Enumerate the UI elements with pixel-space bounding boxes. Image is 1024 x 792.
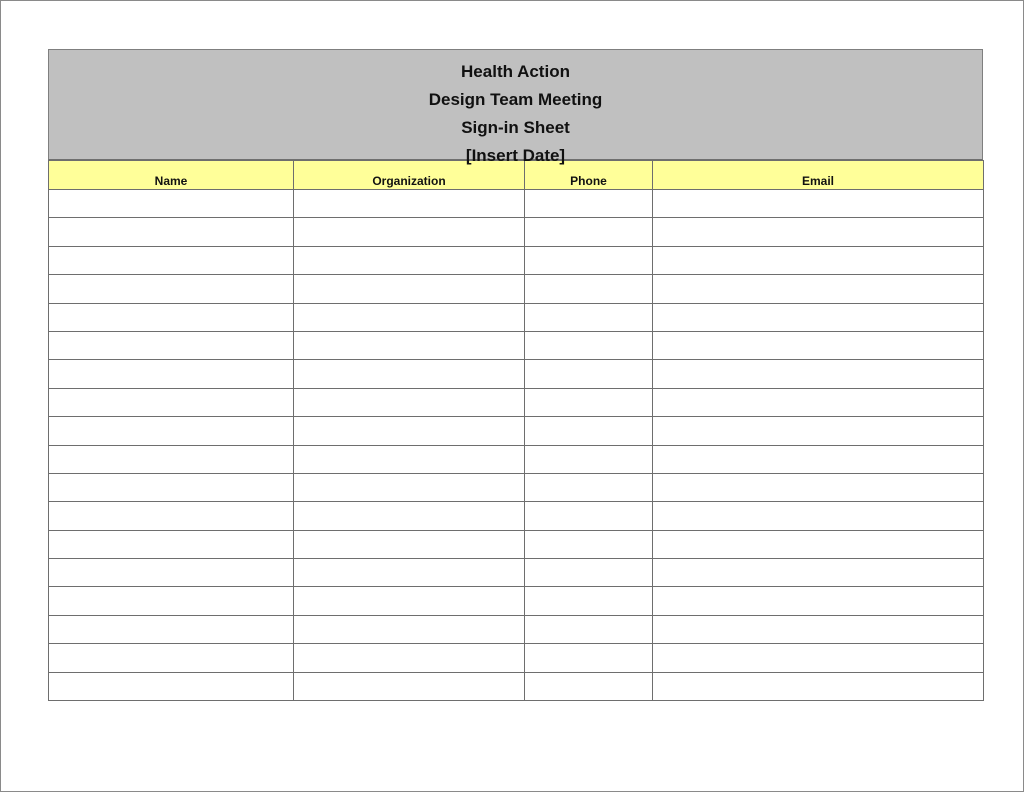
phone-cell[interactable] xyxy=(525,388,653,416)
organization-cell[interactable] xyxy=(294,615,525,643)
email-cell[interactable] xyxy=(653,360,984,388)
organization-cell[interactable] xyxy=(294,644,525,672)
table-row xyxy=(49,303,984,331)
email-cell[interactable] xyxy=(653,388,984,416)
email-cell[interactable] xyxy=(653,559,984,587)
email-cell[interactable] xyxy=(653,587,984,615)
name-cell[interactable] xyxy=(49,360,294,388)
table-row xyxy=(49,672,984,700)
phone-cell[interactable] xyxy=(525,275,653,303)
phone-cell[interactable] xyxy=(525,360,653,388)
organization-cell[interactable] xyxy=(294,417,525,445)
phone-cell[interactable] xyxy=(525,502,653,530)
organization-cell[interactable] xyxy=(294,331,525,359)
name-cell[interactable] xyxy=(49,672,294,700)
name-cell[interactable] xyxy=(49,644,294,672)
name-cell[interactable] xyxy=(49,190,294,218)
organization-cell[interactable] xyxy=(294,246,525,274)
table-row xyxy=(49,417,984,445)
table-row xyxy=(49,388,984,416)
organization-cell[interactable] xyxy=(294,360,525,388)
email-cell[interactable] xyxy=(653,275,984,303)
phone-cell[interactable] xyxy=(525,445,653,473)
phone-cell[interactable] xyxy=(525,218,653,246)
phone-cell[interactable] xyxy=(525,615,653,643)
organization-cell[interactable] xyxy=(294,218,525,246)
organization-cell[interactable] xyxy=(294,445,525,473)
name-cell[interactable] xyxy=(49,388,294,416)
organization-cell[interactable] xyxy=(294,530,525,558)
phone-cell[interactable] xyxy=(525,417,653,445)
name-cell[interactable] xyxy=(49,502,294,530)
title-block xyxy=(48,49,983,165)
organization-cell[interactable] xyxy=(294,672,525,700)
column-header-name: Name xyxy=(49,161,294,190)
phone-cell[interactable] xyxy=(525,331,653,359)
organization-cell[interactable] xyxy=(294,275,525,303)
organization-cell[interactable] xyxy=(294,502,525,530)
email-cell[interactable] xyxy=(653,502,984,530)
organization-cell[interactable] xyxy=(294,587,525,615)
table-body xyxy=(49,190,984,701)
table-row xyxy=(49,530,984,558)
table-row xyxy=(49,445,984,473)
sign-in-sheet xyxy=(48,49,983,701)
organization-title: Health Action xyxy=(461,62,570,81)
table-row xyxy=(49,473,984,501)
phone-cell[interactable] xyxy=(525,587,653,615)
email-cell[interactable] xyxy=(653,644,984,672)
name-cell[interactable] xyxy=(49,530,294,558)
email-cell[interactable] xyxy=(653,473,984,501)
email-cell[interactable] xyxy=(653,530,984,558)
table-row xyxy=(49,331,984,359)
table-row xyxy=(49,587,984,615)
name-cell[interactable] xyxy=(49,275,294,303)
table-row xyxy=(49,218,984,246)
phone-cell[interactable] xyxy=(525,303,653,331)
phone-cell[interactable] xyxy=(525,672,653,700)
name-cell[interactable] xyxy=(49,303,294,331)
organization-cell[interactable] xyxy=(294,473,525,501)
name-cell[interactable] xyxy=(49,445,294,473)
email-cell[interactable] xyxy=(653,615,984,643)
phone-cell[interactable] xyxy=(525,530,653,558)
name-cell[interactable] xyxy=(49,473,294,501)
phone-cell[interactable] xyxy=(525,644,653,672)
phone-cell[interactable] xyxy=(525,190,653,218)
organization-cell[interactable] xyxy=(294,190,525,218)
phone-cell[interactable] xyxy=(525,473,653,501)
table-row xyxy=(49,190,984,218)
name-cell[interactable] xyxy=(49,615,294,643)
email-cell[interactable] xyxy=(653,218,984,246)
column-header-organization: Organization xyxy=(294,161,525,190)
email-cell[interactable] xyxy=(653,417,984,445)
email-cell[interactable] xyxy=(653,331,984,359)
table-row xyxy=(49,275,984,303)
phone-cell[interactable] xyxy=(525,246,653,274)
column-header-phone: Phone xyxy=(525,161,653,190)
name-cell[interactable] xyxy=(49,587,294,615)
email-cell[interactable] xyxy=(653,246,984,274)
email-cell[interactable] xyxy=(653,672,984,700)
column-header-email: Email xyxy=(653,161,984,190)
table-row xyxy=(49,615,984,643)
organization-cell[interactable] xyxy=(294,559,525,587)
email-cell[interactable] xyxy=(653,445,984,473)
meeting-title: Design Team Meeting xyxy=(428,90,603,109)
sign-in-table xyxy=(48,160,984,701)
table-row xyxy=(49,502,984,530)
organization-cell[interactable] xyxy=(294,388,525,416)
table-row xyxy=(49,246,984,274)
date-placeholder: [Insert Date] xyxy=(465,146,566,165)
table-row xyxy=(49,644,984,672)
phone-cell[interactable] xyxy=(525,559,653,587)
table-row xyxy=(49,559,984,587)
email-cell[interactable] xyxy=(653,303,984,331)
name-cell[interactable] xyxy=(49,417,294,445)
name-cell[interactable] xyxy=(49,331,294,359)
sheet-title: Sign-in Sheet xyxy=(461,118,570,137)
name-cell[interactable] xyxy=(49,559,294,587)
email-cell[interactable] xyxy=(653,190,984,218)
name-cell[interactable] xyxy=(49,218,294,246)
table-row xyxy=(49,360,984,388)
name-cell[interactable] xyxy=(49,246,294,274)
organization-cell[interactable] xyxy=(294,303,525,331)
